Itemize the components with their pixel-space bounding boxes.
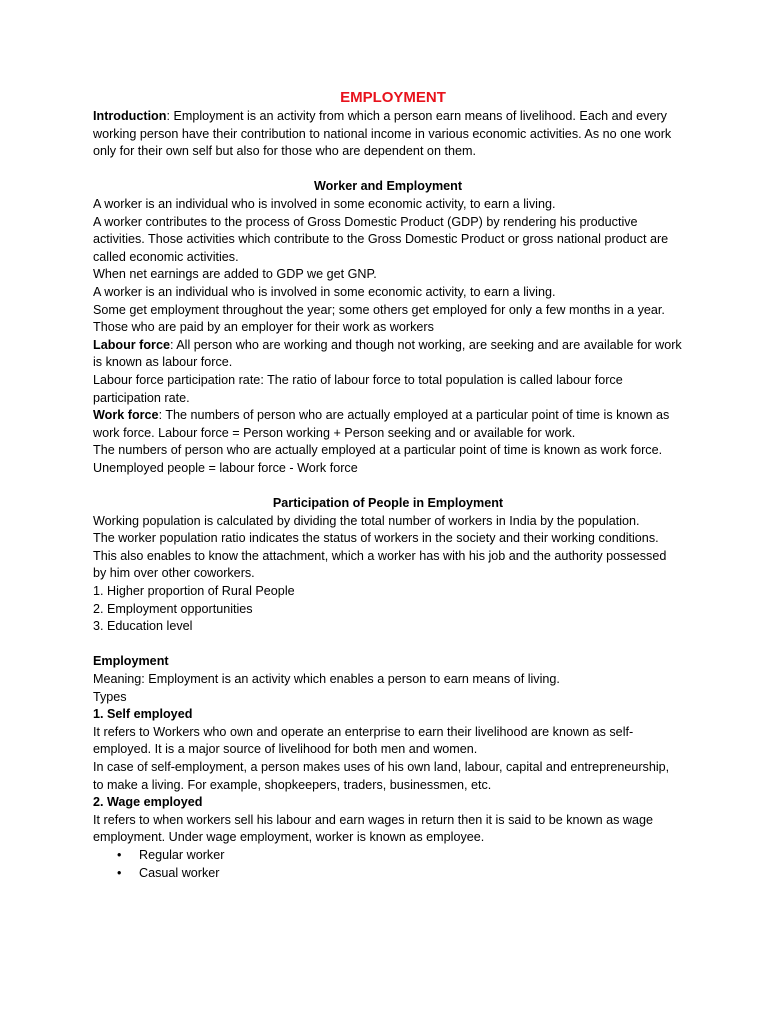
- list-item-text: Casual worker: [139, 865, 220, 880]
- work-force-label: Work force: [93, 408, 159, 423]
- spacer: [93, 636, 683, 654]
- paragraph: It refers to when workers sell his labour and earn wages in return then it is said to be known as wage employment. Under wage employment, worker is known as employee.: [93, 812, 654, 845]
- spacer: [93, 477, 683, 495]
- labour-force-label: Labour force: [93, 337, 170, 352]
- paragraph: A worker contributes to the process of Gross Domestic Product (GDP) by rendering his productive activities. Those activities which contribute to the Gross Domestic Product or gross national product are called economic activities.: [93, 214, 669, 264]
- document-title: EMPLOYMENT: [340, 89, 446, 106]
- list-item: 1. Higher proportion of Rural People: [93, 584, 295, 599]
- list-item: [117, 847, 683, 865]
- paragraph: A worker is an individual who is involved in some economic activity, to earn a living.: [93, 284, 556, 299]
- worker-types-list: [93, 847, 683, 882]
- spacer: [93, 161, 683, 179]
- labour-force-paragraph: [93, 337, 683, 372]
- paragraph: It refers to Workers who own and operate an enterprise to earn their livelihood are known as self-employed. It is a major source of livelihood for both men and women.: [93, 724, 634, 757]
- bullet-icon: •: [117, 865, 122, 880]
- list-item: 3. Education level: [93, 619, 193, 634]
- work-force-paragraph: [93, 407, 683, 442]
- list-item: 2. Employment opportunities: [93, 601, 253, 616]
- paragraph: Working population is calculated by dividing the total number of workers in India by the population.: [93, 513, 640, 528]
- list-item: [117, 865, 683, 883]
- introduction-paragraph: [93, 108, 683, 161]
- wage-employed-heading-text: 2. Wage employed: [93, 795, 203, 810]
- paragraph: The numbers of person who are actually employed at a particular point of time is known as work force.: [93, 443, 663, 458]
- paragraph: A worker is an individual who is involved in some economic activity, to earn a living.: [93, 196, 556, 211]
- self-employed-heading: [93, 706, 683, 724]
- paragraph: Some get employment throughout the year; some others get employed for only a few months in a year. Those who are paid by an employer for their work as workers: [93, 302, 665, 335]
- section-heading-employment: [93, 653, 683, 671]
- bullet-icon: •: [117, 847, 122, 862]
- section-heading-worker-employment: Worker and Employment: [313, 179, 463, 194]
- paragraph: When net earnings are added to GDP we get GNP.: [93, 267, 377, 282]
- employment-heading-text: Employment: [93, 654, 169, 669]
- paragraph: This also enables to know the attachment, which a worker has with his job and the authority possessed by him over other coworkers.: [93, 548, 667, 581]
- introduction-text: : Employment is an activity from which a person earn means of livelihood. Each and every working person have their contribution to national income in various economic activities. As no one work only for their own self but also for those who are dependent on them.: [93, 109, 672, 159]
- introduction-label: Introduction: [93, 109, 167, 123]
- section-heading-participation: Participation of People in Employment: [272, 496, 504, 511]
- paragraph: Meaning: Employment is an activity which enables a person to earn means of living.: [93, 672, 560, 686]
- paragraph: The worker population ratio indicates the status of workers in the society and their working conditions.: [93, 531, 659, 546]
- list-item-text: Regular worker: [139, 847, 225, 862]
- work-force-text: : The numbers of person who are actually employed at a particular point of time is known as work force. Labour force = Person working + Person seeking and or available for work.: [93, 408, 670, 440]
- wage-employed-heading: [93, 794, 683, 812]
- paragraph: Unemployed people = labour force - Work force: [93, 460, 358, 475]
- document-page: [93, 88, 683, 882]
- paragraph: In case of self-employment, a person makes uses of his own land, labour, capital and entrepreneurship, to make a living. For example, shopkeepers, traders, businessmen, etc.: [93, 759, 670, 792]
- labour-force-text: : All person who are working and though not working, are seeking and are available for work is known as labour force.: [93, 337, 682, 370]
- paragraph: Types: [93, 689, 127, 704]
- paragraph: Labour force participation rate: The ratio of labour force to total population is called labour force participation rate.: [93, 372, 623, 405]
- self-employed-heading-text: 1. Self employed: [93, 707, 193, 722]
